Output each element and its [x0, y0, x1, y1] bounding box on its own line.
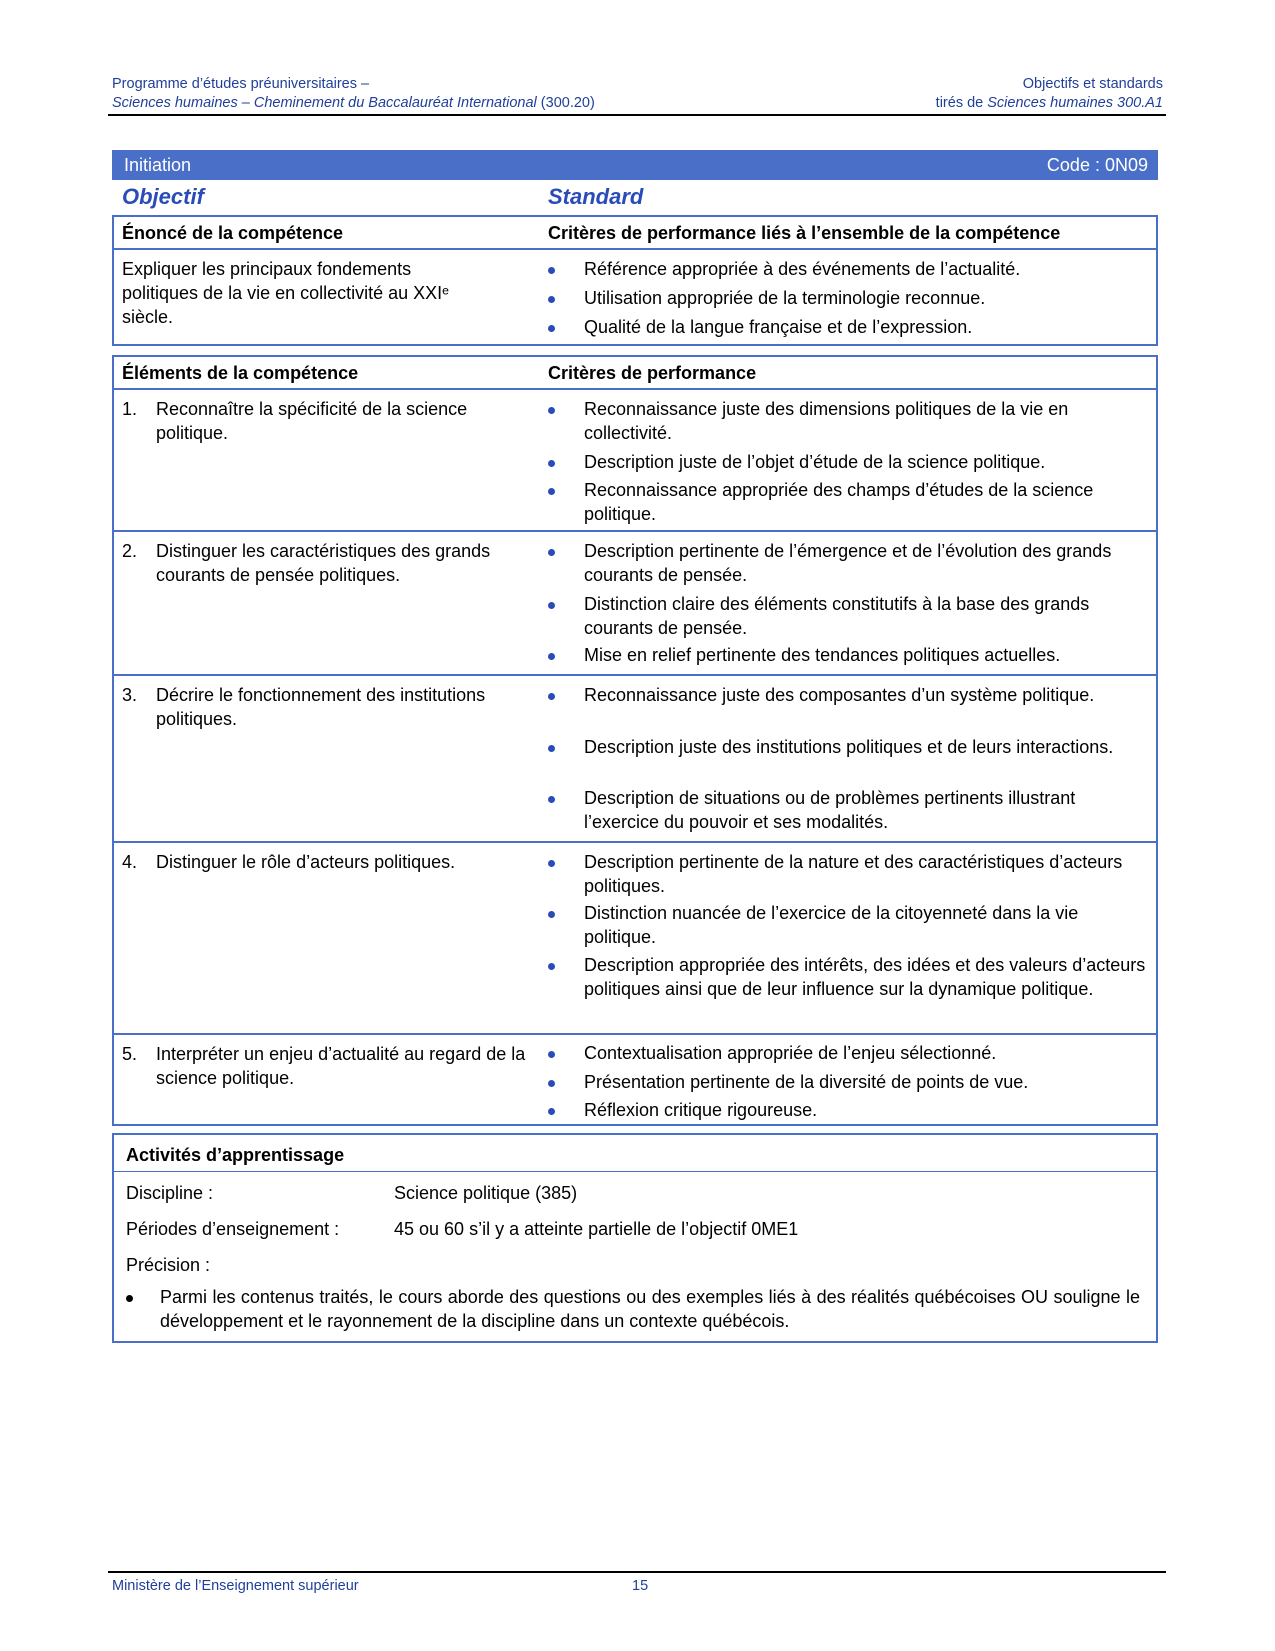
element-row-2: 2. Distinguer les caractéristiques des grands courants de pensée politiques. Description pertinente de l’émergence et de l’évolution des grands courants de pensée. Distinction claire des éléments constitutifs à la base des grands courants de pensée. Mise en relief pertinente des tendances politiques actuelles. [114, 530, 1156, 674]
page-header [112, 75, 1163, 113]
precision-label: Précision : [126, 1255, 211, 1275]
initiation-bar [112, 150, 1158, 180]
competence-table [112, 215, 1158, 346]
precision-bullet [126, 1295, 133, 1302]
competence-header-row [114, 217, 1156, 248]
standard-heading: Standard [548, 184, 644, 209]
initiation-label: Initiation [124, 154, 192, 175]
competence-row: Expliquer les principaux fondements politiques de la vie en collectivité au XXIᵉ siècle. Référence appropriée à des événements de l’actualité. Utilisation appropriée de la terminologie reconnue. Qualité de la langue française et de l’expression. [114, 248, 1156, 346]
footer-rule [108, 1571, 1166, 1573]
header-rule [108, 114, 1166, 116]
element-row-4: 4. Distinguer le rôle d’acteurs politiques. Description pertinente de la nature et des caractéristiques d’acteurs politiques. Distinction nuancée de l’exercice de la citoyenneté dans la vie politique. Description appropriée des intérêts, des idées et des valeurs d’acteurs politiques ainsi que de leur influence sur la dynamique politique. [114, 841, 1156, 1033]
competence-statement-header: Énoncé de la compétence [122, 223, 344, 243]
element-row-5: 5. Interpréter un enjeu d’actualité au regard de la science politique. Contextualisation appropriée de l’enjeu sélectionné. Présentation pertinente de la diversité de points de vue. Réflexion critique rigoureuse. [114, 1033, 1156, 1128]
course-code: Code : 0N09 [1046, 154, 1148, 175]
learning-activities-box [112, 1133, 1158, 1343]
objective-heading: Objectif [122, 184, 204, 209]
footer-ministry: Ministère de l’Enseignement supérieur [112, 1578, 359, 1594]
element-row-1: 1. Reconnaître la spécificité de la science politique. Reconnaissance juste des dimensions politiques de la vie en collectivité. Description juste de l’objet d’étude de la science politique. Reconnaissance appropriée des champs d’études de la science politique. [114, 388, 1156, 530]
discipline-label: Discipline : [126, 1183, 214, 1203]
elements-header: Éléments de la compétence [122, 363, 359, 383]
header-pathway: Sciences humaines – Cheminement du Baccalauréat International (300.20) [112, 95, 595, 111]
precision-text: Parmi les contenus traités, le cours aborde des questions ou des exemples liés à des réalités québécoises OU souligne le développement et le rayonnement de la discipline dans un contexte québécois. [160, 1287, 1140, 1331]
element-row-3: 3. Décrire le fonctionnement des institutions politiques. Reconnaissance juste des composantes d’un système politique. Description juste des institutions politiques et de leurs interactions. Description de situations ou de problèmes pertinents illustrant l’exercice du pouvoir et ses modalités. [114, 674, 1156, 841]
activities-title: Activités d’apprentissage [126, 1145, 345, 1165]
header-source: tirés de Sciences humaines 300.A1 [935, 95, 1163, 111]
elements-header-row [114, 357, 1156, 388]
activities-rule [114, 1171, 1156, 1172]
header-objectives: Objectifs et standards [1022, 76, 1163, 92]
periods-label: Périodes d’enseignement : [126, 1219, 340, 1239]
page-number: 15 [632, 1578, 649, 1594]
elements-table [112, 355, 1158, 1126]
discipline-value: Science politique (385) [394, 1183, 578, 1203]
elements-criteria-header: Critères de performance [548, 363, 757, 383]
header-program: Programme d’études préuniversitaires – [112, 76, 370, 92]
periods-value: 45 ou 60 s’il y a atteinte partielle de l’objectif 0ME1 [394, 1219, 799, 1239]
competence-criteria-header: Critères de performance liés à l’ensemble de la compétence [548, 223, 1061, 243]
